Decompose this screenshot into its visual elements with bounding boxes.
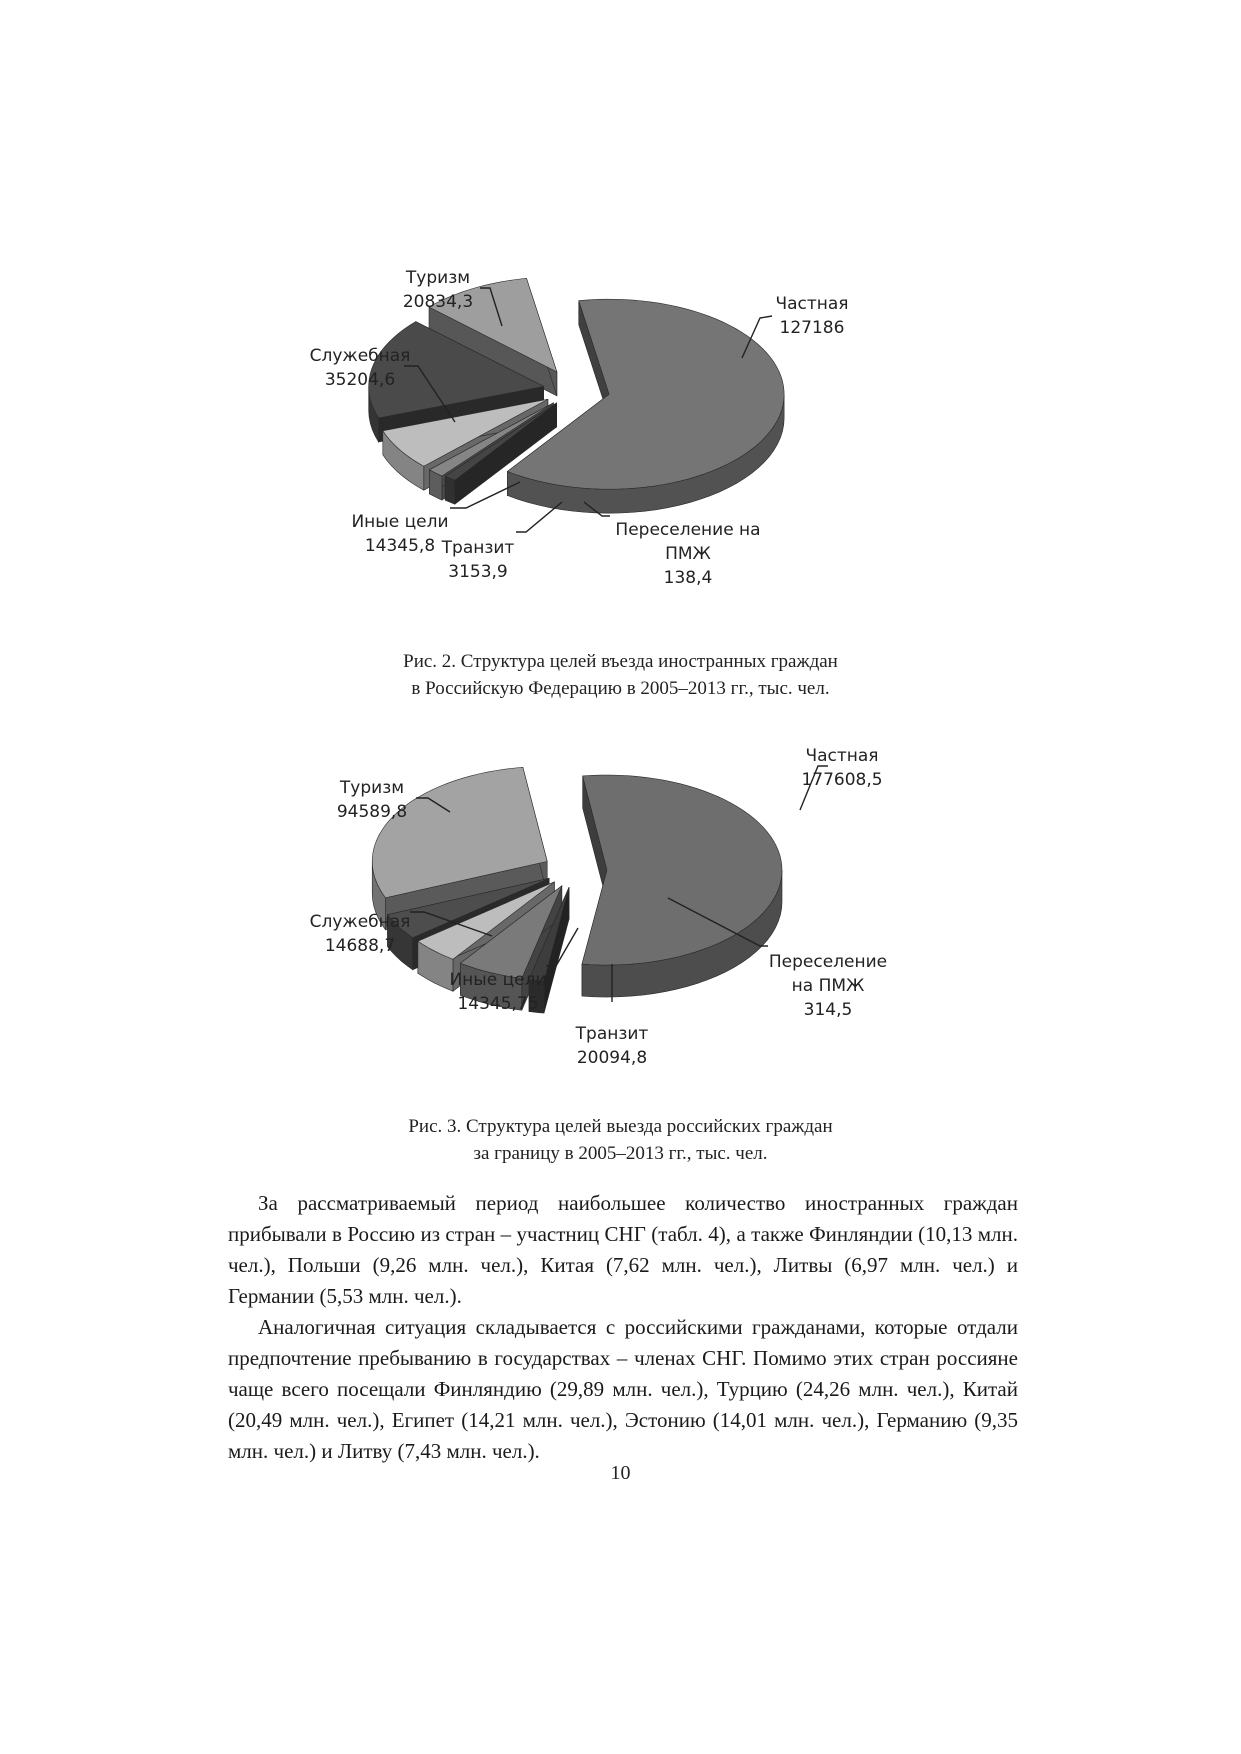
pie-3-label-1-line-1: на ПМЖ: [791, 976, 865, 996]
figure-3-caption: [0, 1113, 1241, 1167]
pie-3-label-3-line-0: Иные цели: [449, 970, 547, 990]
pie-2-label-2-line-1: 3153,9: [448, 562, 508, 582]
pie-2-label-1-line-1: ПМЖ: [665, 544, 711, 564]
pie-2-slices: [369, 278, 784, 513]
pie-2-label-3-line-1: 14345,8: [364, 536, 436, 556]
pie-3-label-2-line-1: 20094,8: [576, 1048, 648, 1068]
figure-3-caption-line-2: за границу в 2005–2013 гг., тыс. чел.: [473, 1143, 768, 1164]
pie-3-label-1-line-0: Переселение: [768, 952, 888, 972]
pie-3-slices: [372, 767, 782, 1013]
pie-3-label-3-line-1: 14345,75: [457, 994, 539, 1014]
pie-2-label-2-line-0: Транзит: [441, 538, 515, 558]
pie-3-label-4-line-0: Служебная: [309, 912, 411, 932]
pie-2-label-4-line-1: 35204,6: [324, 370, 396, 390]
figure-2-caption-line-2: в Российскую Федерацию в 2005–2013 гг., тыс. чел.: [411, 678, 830, 699]
pie-2-label-1-line-2: 138,4: [663, 568, 713, 588]
pie-2-slice-1-rim-0: [445, 476, 455, 504]
pie-2-label-2: [441, 502, 562, 582]
figure-2-caption-line-1: Рис. 2. Структура целей въезда иностранных граждан: [403, 651, 838, 672]
pie-3-label-0-line-0: Частная: [805, 746, 879, 766]
pie-3-label-0-line-1: 177608,5: [801, 770, 883, 790]
figure-2-pie-chart: [0, 260, 1241, 650]
pie-2-label-5-line-1: 20834,3: [402, 292, 474, 312]
figure-3-caption-line-1: Рис. 3. Структура целей выезда российских граждан: [408, 1116, 833, 1137]
pie-2-label-5-line-0: Туризм: [405, 268, 471, 288]
page-number: 10: [610, 1462, 631, 1484]
pie-2-label-1: [584, 502, 761, 588]
figure-3-pie-chart: [0, 740, 1241, 1110]
pie-2-label-0-line-1: 127186: [779, 318, 845, 338]
body-paragraph-2: Аналогичная ситуация складывается с российскими гражданами, которые отдали предпочтение пребыванию в государствах – членах СНГ. Помимо этих стран россияне чаще всего посещали Финляндию (29,89 млн. чел.), Турцию (24,26 млн. чел.), Китай (20,49 млн. чел.), Египет (14,21 млн. чел.), Эстонию (14,01 млн. чел.), Германию (9,35 млн. чел.) и Литву (7,43 млн. чел.).: [228, 1315, 1018, 1463]
figure-2-caption: [0, 648, 1241, 702]
pie-2-label-3-line-0: Иные цели: [351, 512, 449, 532]
pie-3-label-0: [800, 746, 883, 810]
pie-3-label-2-line-0: Транзит: [575, 1024, 649, 1044]
pie-2-label-4-line-0: Служебная: [309, 346, 411, 366]
pie-2-label-1-line-0: Переселение на: [615, 520, 761, 540]
body-paragraph-1: За рассматриваемый период наибольшее количество иностранных граждан прибывали в Россию из стран – участниц СНГ (табл. 4), а также Финляндии (10,13 млн. чел.), Польши (9,26 млн. чел.), Китая (7,62 млн. чел.), Литвы (6,97 млн. чел.) и Германии (5,53 млн. чел.).: [228, 1191, 1018, 1308]
pie-3-label-1-line-2: 314,5: [803, 1000, 853, 1020]
pie-3-label-4-line-1: 14688,7: [324, 936, 396, 956]
pie-3-label-5-line-1: 94589,8: [336, 802, 408, 822]
pie-3-label-5-line-0: Туризм: [339, 778, 405, 798]
pie-2-label-0-line-0: Частная: [775, 294, 849, 314]
pie-3-slice-0: [582, 775, 782, 997]
body-text: [228, 1188, 1018, 1467]
